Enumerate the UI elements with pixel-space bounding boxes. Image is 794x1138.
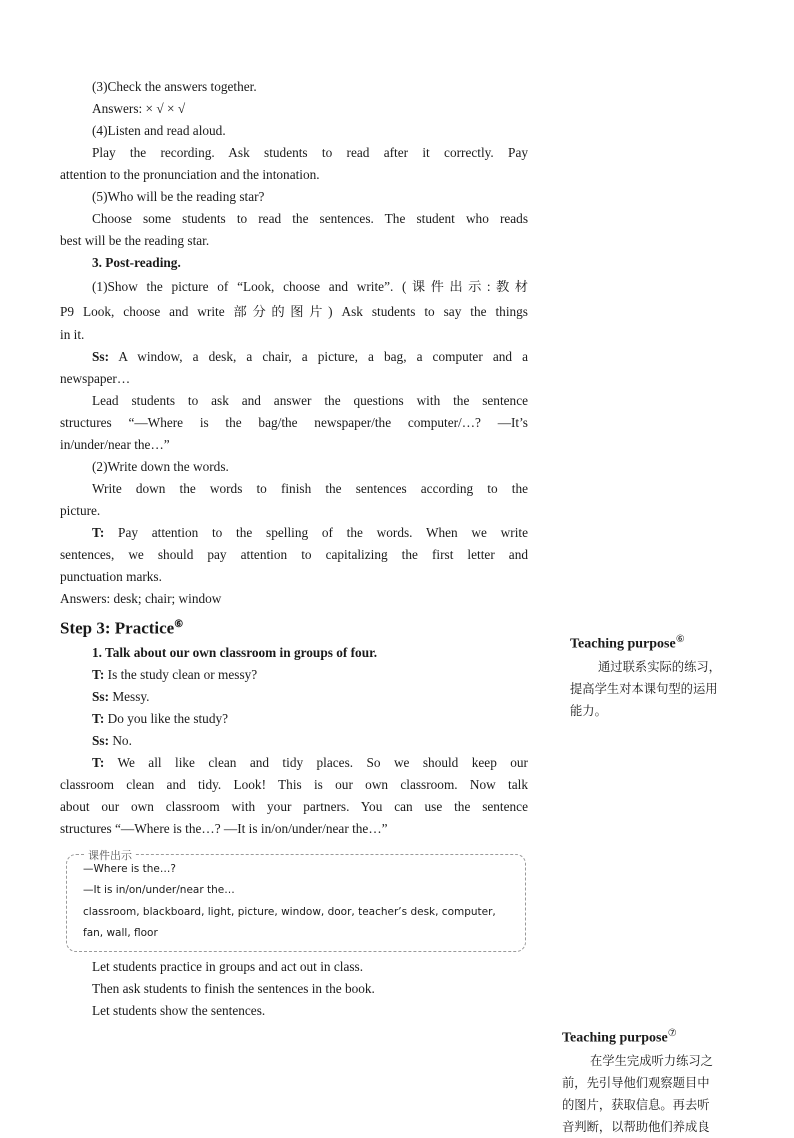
dialogue-line (60, 686, 528, 708)
dialogue-line (60, 730, 528, 752)
section-heading-post-reading: 3. Post-reading. (92, 255, 181, 270)
step-check-answers: (3)Check the answers together. (92, 79, 257, 94)
paragraph-line: picture. (60, 503, 101, 518)
note-line: 的图片，获取信息。再去听 (562, 1097, 710, 1112)
step-reading-star: (5)Who will be the reading star? (92, 189, 265, 204)
paragraph-line: P9 Look, choose and write 部分的图片) Ask students to say the things (60, 304, 528, 319)
courseware-line: —Where is the…? (83, 862, 176, 875)
speaker-text: Do you like the study? (104, 710, 229, 726)
speaker-text: A window, a desk, a chair, a picture, a bag, a computer and a (109, 349, 528, 364)
note-title: Teaching purpose (570, 636, 676, 652)
speaker-text: Messy. (109, 688, 150, 704)
speaker-label: T: (92, 710, 105, 726)
dialogue-line (60, 346, 528, 368)
footnote-marker: ⑥ (174, 619, 184, 630)
paragraph-line: in/under/near the…” (60, 437, 170, 452)
paragraph-line: (1)Show the picture of “Look, choose and write”. (课件出示:教材 (92, 279, 528, 294)
note-heading (562, 1023, 742, 1050)
teaching-purpose-note-6 (570, 629, 750, 722)
speaker-label: Ss: (92, 688, 109, 704)
step-3-heading (60, 612, 528, 642)
dialogue-line (60, 664, 528, 686)
paragraph-line: Let students practice in groups and act out in class. (92, 958, 364, 974)
paragraph-line: structures “—Where is the bag/the newspaper/the computer/…? —It’s (60, 415, 528, 430)
paragraph-line: about our own classroom with your partners. You can use the sentence (60, 798, 528, 814)
speaker-text: Pay attention to the spelling of the words. When we write (104, 525, 528, 540)
step-listen-read: (4)Listen and read aloud. (92, 123, 226, 138)
note-heading (570, 629, 750, 656)
paragraph-line: classroom clean and tidy. Look! This is our own classroom. Now talk (60, 776, 528, 792)
paragraph-line: Choose some students to read the sentences. The student who reads (92, 211, 528, 226)
paragraph-line: Then ask students to finish the sentences in the book. (92, 980, 375, 996)
note-line: 音判断，以帮助他们养成良 (562, 1119, 710, 1134)
speaker-label: T: (92, 525, 105, 540)
note-line: 通过联系实际的练习， (598, 659, 721, 674)
paragraph-line: newspaper… (60, 371, 131, 386)
courseware-line: fan, wall, floor (83, 927, 158, 940)
step-3-title: Step 3: Practice (60, 618, 175, 638)
note-title: Teaching purpose (562, 1030, 668, 1046)
note-line: 前，先引导他们观察题目中 (562, 1075, 710, 1090)
paragraph-line: Lead students to ask and answer the questions with the sentence (92, 393, 528, 408)
dialogue-line (60, 522, 528, 544)
speaker-text: No. (109, 732, 132, 748)
courseware-line: classroom, blackboard, light, picture, window, door, teacher’s desk, computer, (83, 905, 496, 918)
lesson-plan-main-column (60, 76, 528, 1022)
courseware-tag: 课件出示 (85, 847, 135, 863)
paragraph-line: Let students show the sentences. (92, 1002, 266, 1018)
answers-line: Answers: desk; chair; window (60, 591, 222, 606)
paragraph-line: in it. (60, 327, 85, 342)
dialogue-line (60, 708, 528, 730)
paragraph-line: best will be the reading star. (60, 233, 210, 248)
courseware-box (66, 848, 526, 952)
speaker-text: We all like clean and tidy places. So we should keep our (104, 754, 528, 770)
speaker-label: Ss: (92, 732, 109, 748)
speaker-label: Ss: (92, 349, 109, 364)
note-line: 能力。 (570, 703, 607, 718)
paragraph-line: Play the recording. Ask students to read after it correctly. Pay (92, 145, 528, 160)
practice-task-heading: 1. Talk about our own classroom in groups of four. (92, 644, 378, 660)
speaker-label: T: (92, 754, 105, 770)
speaker-text: Is the study clean or messy? (104, 666, 258, 682)
note-line: 在学生完成听力练习之 (590, 1053, 713, 1068)
step-write-words: (2)Write down the words. (92, 459, 229, 474)
paragraph-line: sentences, we should pay attention to capitalizing the first letter and (60, 547, 528, 562)
speaker-label: T: (92, 666, 105, 682)
teaching-purpose-note-7 (562, 1023, 742, 1138)
answers-line: Answers: × √ × √ (92, 101, 186, 116)
note-line: 提高学生对本课句型的运用 (570, 681, 718, 696)
footnote-marker: ⑦ (667, 1028, 677, 1039)
dialogue-line (60, 752, 528, 774)
courseware-line: —It is in/on/under/near the… (83, 884, 235, 897)
paragraph-line: attention to the pronunciation and the intonation. (60, 167, 320, 182)
paragraph-line: structures “—Where is the…? —It is in/on/under/near the…” (60, 820, 388, 836)
paragraph-line: punctuation marks. (60, 569, 162, 584)
footnote-marker: ⑥ (675, 634, 685, 645)
paragraph-line: Write down the words to finish the sentences according to the (92, 481, 528, 496)
